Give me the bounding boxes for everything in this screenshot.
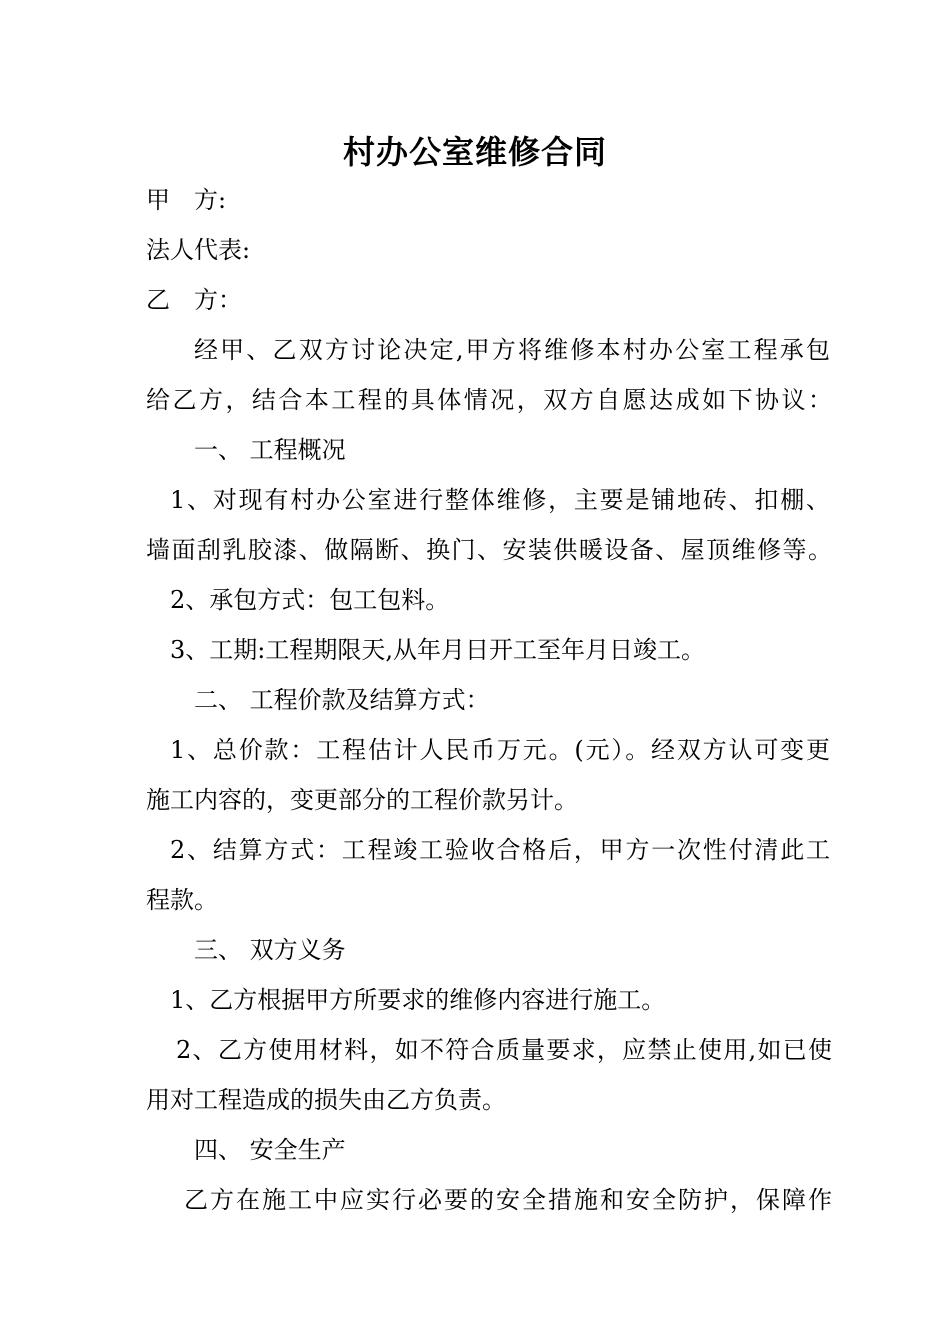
clause-1-1-line-1: 1、对现有村办公室进行整体维修，主要是铺地砖、扣棚、 [170,486,830,514]
clause-4-line-1: 乙方在施工中应实行必要的安全措施和安全防护，保障作 [184,1186,832,1214]
party-b-line: 乙 方： [146,286,242,314]
clause-1-2: 2、承包方式：包工包料。 [170,586,450,614]
clause-3-1: 1、乙方根据甲方所要求的维修内容进行施工。 [170,986,666,1014]
section-heading-1: 一、 工程概况 [194,436,346,464]
section-heading-4: 四、 安全生产 [194,1136,346,1164]
clause-2-2-line-2: 程款。 [146,886,218,914]
intro-paragraph-line-2: 给乙方，结合本工程的具体情况，双方自愿达成如下协议： [146,386,832,414]
clause-3-2-line-1: 2、乙方使用材料，如不符合质量要求，应禁止使用,如已使 [176,1036,832,1064]
section-heading-2: 二、 工程价款及结算方式： [194,686,490,714]
party-a-line: 甲 方: [146,186,227,214]
clause-2-2-line-1: 2、结算方式：工程竣工验收合格后，甲方一次性付清此工 [170,836,830,864]
section-heading-3: 三、 双方义务 [194,936,346,964]
clause-1-3: 3、工期:工程期限天,从年月日开工至年月日竣工。 [170,636,705,664]
intro-paragraph-line-1: 经甲、乙双方讨论决定,甲方将维修本村办公室工程承包 [194,336,830,364]
clause-2-1-line-1: 1、总价款：工程估计人民币万元。(元）。经双方认可变更 [170,736,830,764]
clause-3-2-line-2: 用对工程造成的损失由乙方负责。 [146,1086,506,1114]
clause-2-1-line-2: 施工内容的，变更部分的工程价款另计。 [146,786,578,814]
clause-1-1-line-2: 墙面刮乳胶漆、做隔断、换门、安装供暖设备、屋顶维修等。 [146,536,832,564]
document-title: 村办公室维修合同 [342,133,607,171]
legal-representative-line: 法人代表: [146,236,251,264]
